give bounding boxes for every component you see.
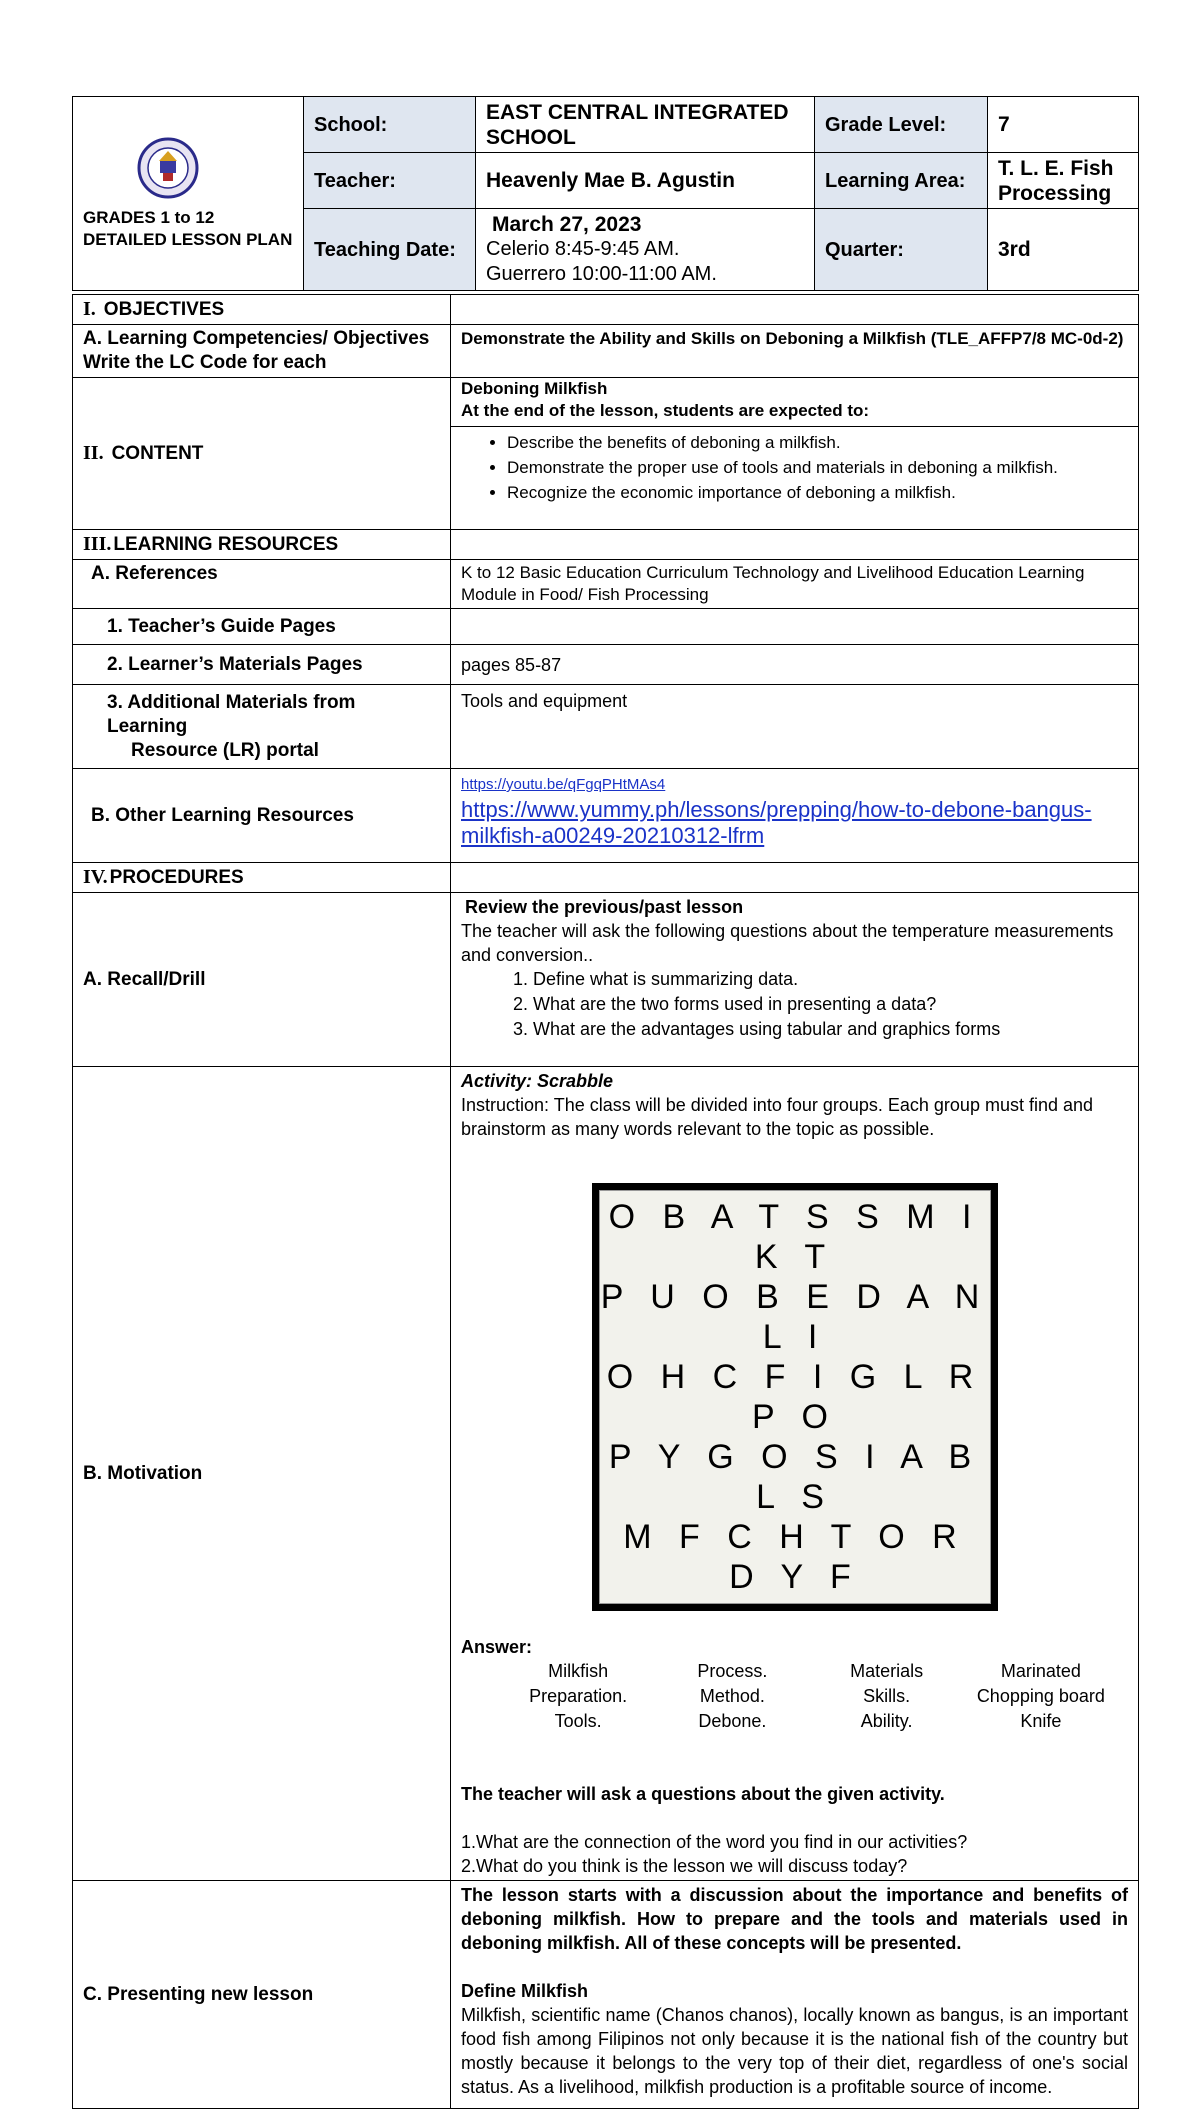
resources-empty-cell — [451, 530, 1139, 560]
learners-materials-value: pages 85-87 — [451, 645, 1139, 685]
resources-heading — [73, 530, 451, 560]
lc-label-line1: A. Learning Competencies/ Objectives — [83, 328, 430, 349]
lc-label-line2: Write the LC Code for each — [83, 352, 327, 373]
activity-title: Activity: Scrabble — [461, 1071, 614, 1091]
plan-label-cell — [73, 97, 304, 291]
answer-word: Milkfish — [548, 1661, 609, 1681]
schedule-guerrero: Guerrero 10:00-11:00 AM. — [486, 263, 717, 285]
content-cell — [451, 378, 1139, 530]
presenting-cell — [451, 1881, 1139, 2109]
school-value: EAST CENTRAL INTEGRATED SCHOOL — [476, 97, 815, 153]
resources-title: LEARNING RESOURCES — [113, 534, 339, 555]
grade-label: Grade Level: — [815, 97, 988, 153]
lesson-body-table — [72, 294, 1139, 2109]
recall-question: 2. What are the two forms used in presenting a data? — [533, 992, 1128, 1017]
answer-word: Method. — [699, 1686, 765, 1706]
answer-word: Process. — [697, 1661, 768, 1681]
teachers-guide-value — [451, 609, 1139, 645]
quarter-value: 3rd — [988, 209, 1139, 291]
school-label: School: — [304, 97, 476, 153]
teachers-guide-label: 1. Teacher’s Guide Pages — [73, 609, 451, 645]
plan-label-line1: GRADES 1 to 12 — [83, 207, 215, 227]
objectives-roman: I. — [83, 298, 96, 320]
procedures-roman: IV. — [83, 866, 108, 888]
define-milkfish-text: Milkfish, scientific name (Chanos chanos), locally known as bangus, is an important food fish among Filipinos not only because it is the national fish of the country but mostly because it belongs to the very top of their diet, regardless of one's social status. As a livelihood, milkfish production is a profitable source of income. — [461, 2005, 1128, 2097]
answer-word: Ability. — [860, 1711, 913, 1731]
lc-value: Demonstrate the Ability and Skills on Deboning a Milkfish (TLE_AFFP7/8 MC-0d-2) — [451, 325, 1139, 378]
word-search-grid — [592, 1183, 998, 1611]
additional-materials-label-line1: 3. Additional Materials from Learning — [107, 691, 356, 737]
content-heading — [73, 378, 451, 530]
motivation-label: B. Motivation — [73, 1067, 451, 1881]
references-value: K to 12 Basic Education Curriculum Technology and Livelihood Education Learning Module in Food/ Fish Processing — [451, 560, 1139, 609]
teaching-date-label: Teaching Date: — [304, 209, 476, 291]
answer-word: Knife — [1020, 1711, 1062, 1731]
quarter-label: Quarter: — [815, 209, 988, 291]
answer-word: Skills. — [863, 1686, 911, 1706]
answer-label: Answer: — [461, 1637, 533, 1657]
teacher-ask-text: The teacher will ask a questions about the given activity. — [461, 1784, 945, 1804]
additional-materials-label-line2: Resource (LR) portal — [131, 739, 319, 761]
content-objective-list — [461, 431, 1128, 505]
schedule-celerio: Celerio 8:45-9:45 AM. — [486, 238, 680, 260]
yummy-link[interactable]: https://www.yummy.ph/lessons/prepping/how-to-debone-bangus-milkfish-a00249-20210312-lfrm — [461, 797, 1092, 848]
content-intro: At the end of the lesson, students are expected to: — [461, 401, 870, 420]
youtube-link[interactable]: https://youtu.be/qFgqPHtMAs4 — [461, 776, 666, 793]
answer-word: Materials — [850, 1661, 924, 1681]
additional-materials-label — [73, 685, 451, 769]
learners-materials-label: 2. Learner’s Materials Pages — [73, 645, 451, 685]
references-label: A. References — [73, 560, 451, 609]
objectives-title: OBJECTIVES — [103, 299, 225, 320]
content-title: CONTENT — [111, 443, 204, 464]
content-objective-item: • Recognize the economic importance of deboning a milkfish. — [507, 481, 1128, 505]
header-table — [72, 96, 1139, 291]
grid-row: M F C H T O R D Y F — [623, 1518, 966, 1596]
lesson-plan-page — [72, 96, 1138, 2109]
answer-grid — [501, 1659, 1118, 1734]
content-objective-item: • Describe the benefits of deboning a milkfish. — [507, 431, 1128, 455]
answer-word: Marinated — [1000, 1661, 1081, 1681]
other-resources-cell — [451, 769, 1139, 863]
answer-word: Tools. — [554, 1711, 602, 1731]
content-objective-item: • Demonstrate the proper use of tools and materials in deboning a milkfish. — [507, 456, 1128, 480]
presenting-label: C. Presenting new lesson — [73, 1881, 451, 2109]
recall-question: 3. What are the advantages using tabular and graphics forms — [533, 1017, 1128, 1042]
content-topic: Deboning Milkfish — [461, 379, 608, 398]
objectives-empty-cell — [451, 295, 1139, 325]
deped-seal-icon — [137, 137, 199, 199]
recall-question-list — [461, 967, 1128, 1042]
objectives-heading — [73, 295, 451, 325]
teaching-date-value: March 27, 2023 — [492, 213, 642, 236]
answer-word: Chopping board — [976, 1686, 1105, 1706]
plan-label-line2: DETAILED LESSON PLAN — [83, 229, 293, 249]
procedures-empty-cell — [451, 863, 1139, 893]
learning-area-label: Learning Area: — [815, 153, 988, 209]
lc-label-cell — [73, 325, 451, 378]
resources-roman: III. — [83, 533, 112, 555]
motivation-cell — [451, 1067, 1139, 1881]
grid-row: O B A T S S M I K T — [608, 1198, 981, 1276]
grid-row: P Y G O S I A B L S — [608, 1438, 981, 1516]
grid-row: O H C F I G L R P O — [606, 1358, 983, 1436]
procedures-heading — [73, 863, 451, 893]
procedures-title: PROCEDURES — [109, 867, 244, 888]
recall-cell — [451, 893, 1139, 1067]
grid-row: P U O B E D A N L I — [600, 1278, 989, 1356]
teacher-value: Heavenly Mae B. Agustin — [476, 153, 815, 209]
answer-word: Preparation. — [529, 1686, 628, 1706]
recall-heading: Review the previous/past lesson — [465, 897, 744, 917]
teacher-label: Teacher: — [304, 153, 476, 209]
activity-instruction: Instruction: The class will be divided into four groups. Each group must find and brainstorm as many words relevant to the topic as possible. — [461, 1095, 1094, 1139]
ask-question-1: 1.What are the connection of the word you find in our activities? — [461, 1832, 968, 1852]
ask-question-2: 2.What do you think is the lesson we will discuss today? — [461, 1856, 908, 1876]
learning-area-value: T. L. E. Fish Processing — [988, 153, 1139, 209]
recall-label: A. Recall/Drill — [73, 893, 451, 1067]
recall-intro: The teacher will ask the following questions about the temperature measurements and conversion.. — [461, 921, 1114, 965]
grade-value: 7 — [988, 97, 1139, 153]
additional-materials-value: Tools and equipment — [451, 685, 1139, 769]
answer-word: Debone. — [698, 1711, 767, 1731]
content-roman: II. — [83, 442, 104, 464]
teaching-date-cell — [476, 209, 815, 291]
content-divider — [451, 426, 1138, 427]
other-resources-label: B. Other Learning Resources — [73, 769, 451, 863]
word-search-inner — [599, 1190, 991, 1604]
define-milkfish-heading: Define Milkfish — [461, 1981, 589, 2001]
recall-question: 1. Define what is summarizing data. — [533, 967, 1128, 992]
presenting-intro: The lesson starts with a discussion about the importance and benefits of deboning milkfish. How to prepare and the tools and materials used in deboning milkfish. All of these concepts will be presented. — [461, 1885, 1128, 1953]
